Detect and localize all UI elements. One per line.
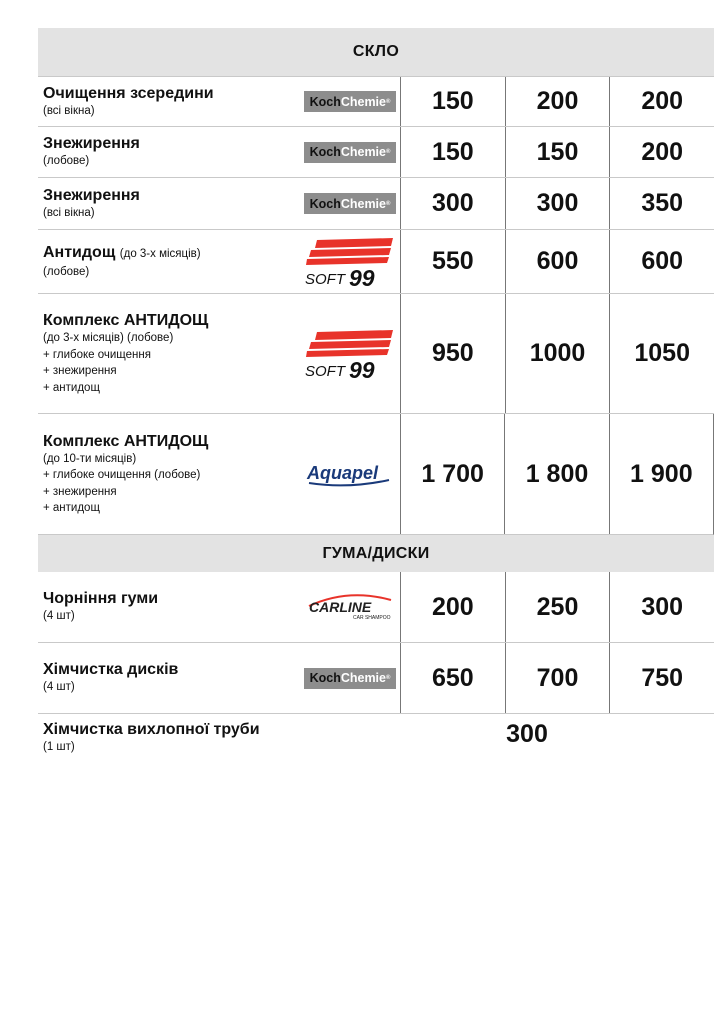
service-note: + знежирення [43,485,117,498]
service-note: (до 10-ти місяців) [43,452,137,465]
service-note: (4 шт) [43,681,75,694]
price-cell: 750 [609,643,714,713]
service-cell [38,178,300,229]
service-note: (до 3-х місяців) (лобове) [43,332,174,344]
service-title: Знежирення [43,186,140,204]
soft99-logo [303,236,397,288]
koch-chemie-logo: Koch Chemie ® [304,91,396,112]
price-cell: 600 [609,230,714,293]
svg-text:SOFT: SOFT [305,270,345,288]
price-cell: 300 [506,720,548,748]
price-cell: 300 [505,178,610,229]
price-cell: 650 [400,643,505,713]
service-note: + антидощ [43,502,100,514]
service-cell [38,572,300,642]
price-row [38,178,714,230]
price-cell: 1 700 [400,414,504,534]
price-row [38,127,714,178]
price-row [38,714,714,764]
svg-text:CARLINE: CARLINE [309,599,372,615]
service-note: + антидощ [43,381,100,394]
koch-chemie-logo: Koch Chemie ® [304,668,396,689]
svg-text:99: 99 [349,264,375,288]
price-cell: 550 [400,230,505,293]
service-cell [38,230,300,293]
soft99-logo [303,328,397,380]
price-cell: 200 [609,77,714,126]
service-title: Чорніння гуми [43,590,159,608]
price-row [38,572,714,643]
service-title: Очищення зсередини [43,84,214,102]
price-cell: 200 [609,127,714,177]
service-title: Антидощ (до 3-х місяців) [43,243,201,261]
price-cell: 300 [609,572,714,642]
section-header-glass: СКЛО [38,28,714,76]
service-title: Комплекс АНТИДОЩ [43,432,209,450]
price-cell: 1 800 [504,414,608,534]
service-cell [38,643,300,713]
service-cell [38,414,300,534]
price-row [38,230,714,294]
service-title: Хімчистка вихлопної труби [43,721,260,738]
service-note: + глибоке очищення [43,348,151,361]
brand-logo-cell [300,230,400,293]
koch-chemie-logo: Koch Chemie ® [304,193,396,214]
price-cell: 1050 [609,294,714,413]
service-inline-note: (до 3-х місяців) [119,247,201,260]
price-row [38,414,714,535]
service-cell [38,294,300,413]
price-row [38,294,714,414]
koch-chemie-logo: Koch Chemie ® [304,142,396,163]
price-cell: 350 [609,178,714,229]
brand-logo-cell [300,572,400,642]
svg-text:SOFT: SOFT [305,362,345,380]
service-note: + знежирення [43,365,117,377]
service-title: Комплекс АНТИДОЩ [43,312,209,329]
brand-logo-cell [300,643,400,713]
carline-logo [303,592,397,622]
service-note: (всі вікна) [43,206,95,219]
service-title: Хімчистка дисків [43,661,179,679]
service-note: (лобове) [43,265,90,278]
service-cell [38,714,300,764]
price-cell: 1000 [505,294,610,413]
brand-logo-cell [300,294,400,413]
service-note: (1 шт) [43,741,75,753]
brand-logo-cell [300,127,400,177]
price-cell: 300 [400,178,505,229]
price-cell: 950 [400,294,505,413]
price-cell: 150 [505,127,610,177]
service-title: Знежирення [43,135,140,153]
service-note: (всі вікна) [43,104,95,117]
brand-logo-cell [300,77,400,126]
price-cell: 200 [400,572,505,642]
price-cell: 200 [505,77,610,126]
price-cell: 250 [505,572,610,642]
service-note: + глибоке очищення (лобове) [43,469,201,481]
price-row [38,76,714,127]
service-note: (4 шт) [43,610,75,623]
brand-logo-cell [300,414,400,534]
service-note: (лобове) [43,155,90,168]
service-cell [38,77,300,126]
brand-logo-cell [300,178,400,229]
section-header-rubber: ГУМА/ДИСКИ [38,535,714,572]
price-cell: 1 900 [609,414,713,534]
price-cell: 600 [505,230,610,293]
price-cell: 150 [400,127,505,177]
service-cell [38,127,300,177]
price-row [38,643,714,714]
price-cell: 150 [400,77,505,126]
svg-text:CAR SHAMPOO: CAR SHAMPOO [353,615,391,621]
svg-text:99: 99 [349,356,375,380]
svg-text:Aquapel: Aquapel [307,463,379,483]
aquapel-logo [303,459,397,489]
price-table [38,28,714,764]
price-cell: 700 [505,643,610,713]
